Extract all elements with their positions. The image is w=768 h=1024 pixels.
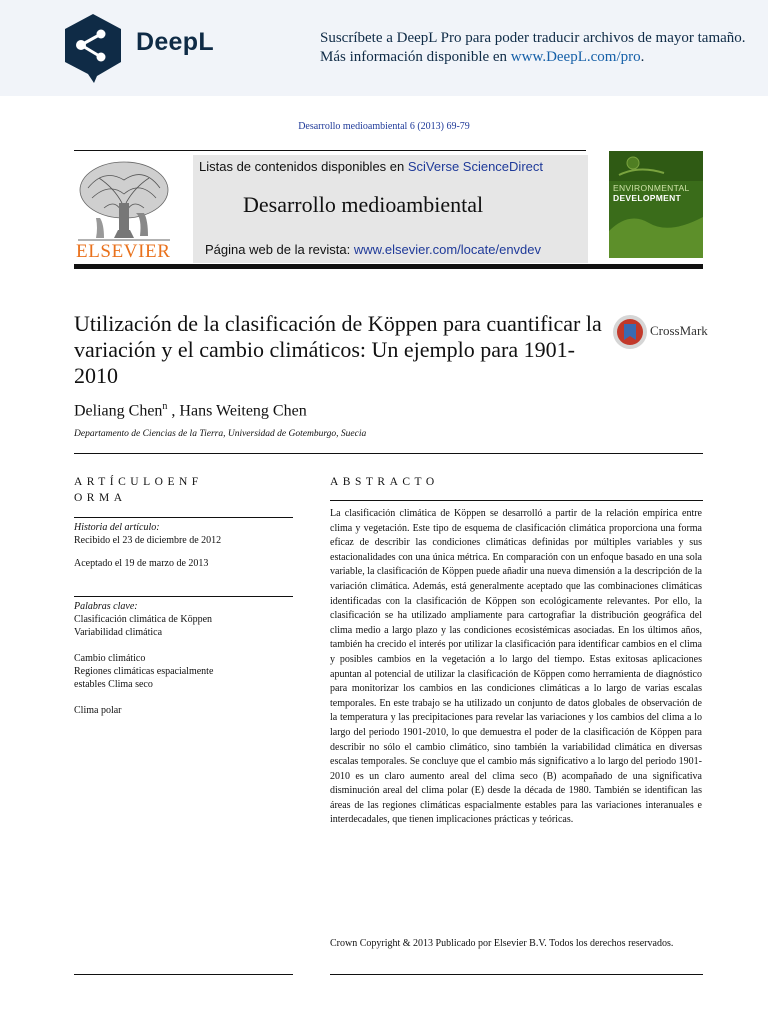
article-info-heading-line-2: ORMA [74,492,127,504]
keyword-item: Clasificación climática de Köppen Variabilidad climática [74,614,213,638]
info-rule-1 [74,517,293,518]
crossmark-label[interactable]: CrossMark [650,323,708,338]
homepage-prefix: Página web de la revista: [205,242,354,257]
keyword-item: Regiones climáticas espacialmente estables Clima seco [74,666,214,690]
contents-line [199,159,543,174]
deepl-pro-link[interactable]: www.DeepL.com/pro [510,49,641,65]
abstract-heading: ABSTRACTO [330,476,439,488]
journal-homepage-link[interactable]: www.elsevier.com/locate/envdev [353,242,542,257]
keyword-item: Cambio climático [74,653,146,664]
deepl-logo-text[interactable]: DeepL [136,28,214,56]
sciencedirect-link[interactable]: SciVerse ScienceDirect [407,159,543,174]
accepted-date: Aceptado el 19 de marzo de 2013 [74,558,209,569]
abstract-text: La clasificación climática de Köppen se desarrolló a partir de la relación empírica entre clima y vegetación. Este tipo de esquema de clasificación climática proporciona una forma eficaz de describir las condiciones climáticas definidas por múltiples variables y sus estacionalidades con una única métrica. En comparación con un enfoque basado en una sola variable, la clasificación de Köppen puede añadir una nueva dimensión a la descripción de la variación climática. Además, está generalmente aceptado que las combinaciones climáticas identificadas con la clasificación de Köppen son ecológicamente relevantes. Por ello, la clasificación se ha utilizado ampliamente para cartografiar la distribución geográfica del clima medio a largo plazo y las condiciones ecosistémicas asociadas. En los últimos años, también ha crecido el interés por utilizar la clasificación para identificar cambios en el clima y posibles cambios en la vegetación a lo largo del tiempo. Estas exitosas aplicaciones apuntan al potencial de utilizar la clasificación de Köppen como herramienta de diagnóstico para monitorizar los cambios en las condiciones climáticas a lo largo de varias escalas temporales. En este trabajo se ha utilizado un conjunto de datos globales de observación de la temperatura y las precipitaciones para revelar las variaciones y los cambios del clima a lo largo del periodo 1901-2010, lo que demuestra el poder de la clasificación de Köppen para describir no sólo el cambio climático, sino también la variabilidad climática en diversas escalas temporales. Se concluye que el cambio más significativo a lo largo del periodo 1901-2010 es un claro aumento areal del clima seco (B) acompañado de una significativa disminución areal del clima polar (E) desde la década de 1980. También se identifican las áreas de las regiones climáticas espacialmente estables para las variaciones interanuales e interdecadales, que tienen implicaciones prácticas y teóricas. [330,508,702,826]
journal-name: Desarrollo medioambiental [243,192,484,217]
keywords-label: Palabras clave: [74,601,138,612]
received-date: Recibido el 23 de diciembre de 2012 [74,535,222,546]
authors [74,401,307,420]
authors-rule [74,453,703,454]
header-top-rule [74,150,586,151]
contents-prefix: Listas de contenidos disponibles en [199,159,408,174]
article-info-heading-line-1: ARTÍCULOENF [74,476,203,488]
abstract-rule-bottom [330,974,703,975]
promo-line-2 [320,48,746,67]
article-info-heading [74,474,274,506]
info-rule-bottom [74,974,293,975]
header-bottom-rule [74,264,703,269]
promo-text [320,29,746,67]
keyword-item: Clima polar [74,705,122,716]
info-rule-2 [74,596,293,597]
promo-line-2-suffix: . [640,49,645,65]
deepl-logo-icon[interactable] [61,12,125,84]
author-2[interactable]: , Hans Weiteng Chen [167,402,307,420]
elsevier-tree-icon [74,158,174,244]
cover-artwork [609,151,703,258]
corresponding-author-mark[interactable]: n [162,401,168,412]
history-label: Historia del artículo: [74,522,160,533]
homepage-line [205,242,541,257]
crossmark-icon[interactable] [612,314,648,350]
author-1[interactable]: Deliang Chen [74,402,163,420]
deepl-banner [0,0,768,96]
cover-title-line-2: DEVELOPMENT [613,193,682,203]
cover-title-line-1: ENVIRONMENTAL [613,183,690,193]
journal-cover-image [609,151,703,258]
elsevier-wordmark: ELSEVIER [76,241,171,262]
journal-citation: Desarrollo medioambiental 6 (2013) 69-79 [298,121,470,132]
affiliation: Departamento de Ciencias de la Tierra, Universidad de Gotemburgo, Suecia [74,429,367,439]
copyright-notice: Crown Copyright & 2013 Publicado por Elsevier B.V. Todos los derechos reservados. [330,938,674,949]
abstract-rule-top [330,500,703,501]
promo-line-2-prefix: Más información disponible en [320,49,511,65]
promo-line-1: Suscríbete a DeepL Pro para poder traducir archivos de mayor tamaño. [320,30,746,46]
article-title: Utilización de la clasificación de Köppen para cuantificar la variación y el cambio climáticos: Un ejemplo para 1901-2010 [74,311,602,388]
